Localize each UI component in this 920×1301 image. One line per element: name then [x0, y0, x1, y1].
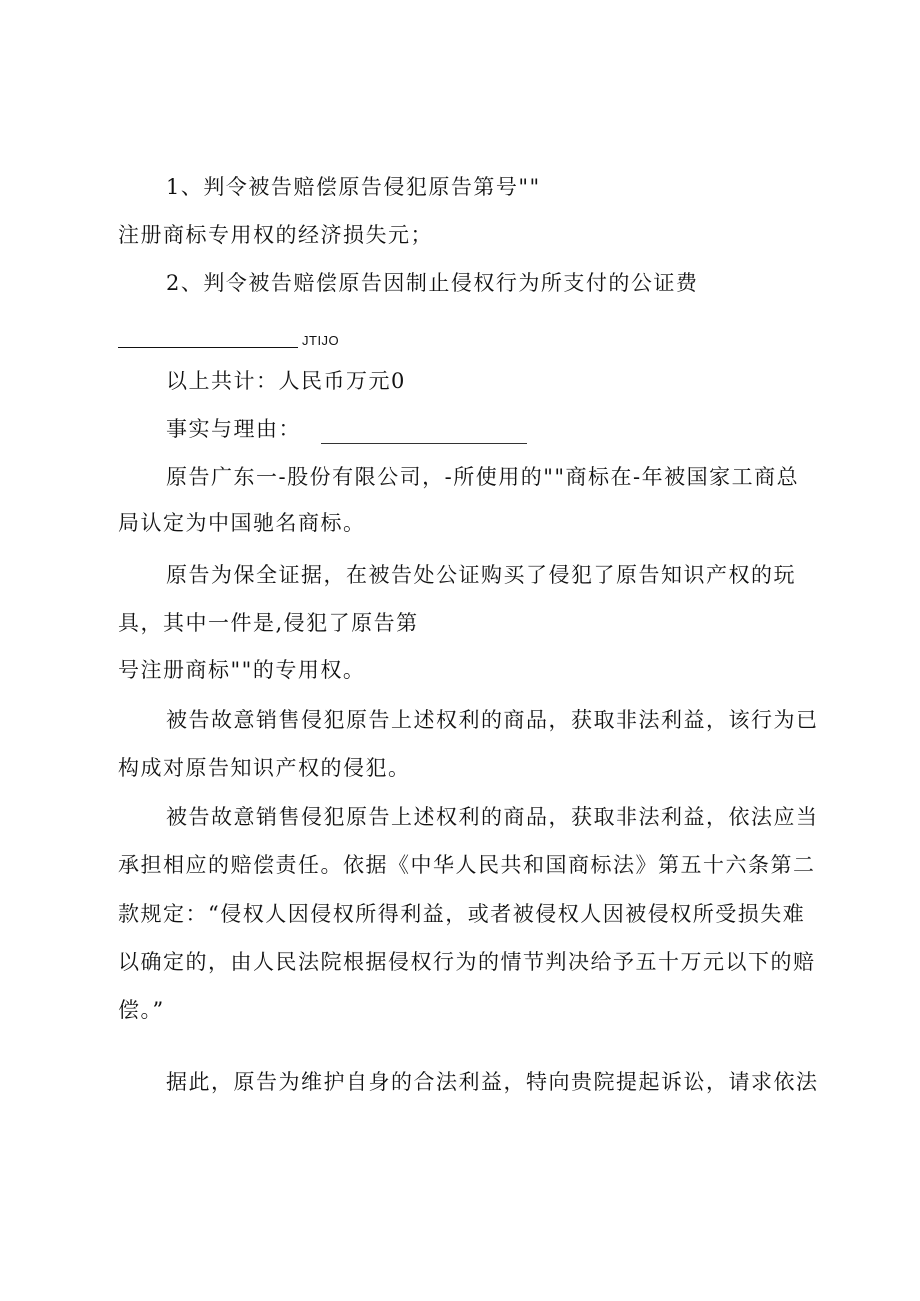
- claim-2-line: 2、判令被告赔偿原告因制止侵权行为所支付的公证费: [166, 271, 699, 295]
- paragraph-4-line-3: 款规定：“侵权人因侵权所得利益，或者被侵权人因被侵权所受损失难: [118, 902, 806, 926]
- fee-blank-rule: [118, 333, 298, 348]
- paragraph-5-line-1: 据此，原告为维护自身的合法利益，特向贵院提起诉讼，请求依法: [166, 1070, 819, 1094]
- facts-reasons-blank: [321, 421, 527, 444]
- paragraph-1-line-1: 原告广东一-股份有限公司，-所使用的""商标在-年被国家工商总: [166, 465, 800, 489]
- paragraph-4-line-2: 承担相应的赔偿责任。依据《中华人民共和国商标法》第五十六条第二: [118, 853, 816, 877]
- paragraph-3-line-2: 构成对原告知识产权的侵犯。: [118, 756, 411, 780]
- paragraph-2-line-2: 具，其中一件是,侵犯了原告第: [118, 611, 419, 635]
- facts-reasons-line: [166, 414, 846, 444]
- claim-1-line: 1、判令被告赔偿原告侵犯原告第号"": [166, 175, 541, 199]
- paragraph-2-line-1: 原告为保全证据，在被告处公证购买了侵犯了原告知识产权的玩: [166, 563, 796, 587]
- paragraph-4-line-1: 被告故意销售侵犯原告上述权利的商品，获取非法利益，依法应当: [166, 805, 819, 829]
- paragraph-3-line-1: 被告故意销售侵犯原告上述权利的商品，获取非法利益，该行为已: [166, 708, 819, 732]
- claim-1-continuation: 注册商标专用权的经济损失元；: [118, 223, 433, 247]
- facts-reasons-label: 事实与理由：: [166, 417, 301, 441]
- paragraph-1-line-2: 局认定为中国驰名商标。: [118, 511, 366, 535]
- fee-underline-row: [118, 333, 339, 348]
- paragraph-2-line-3: 号注册商标""的专用权。: [118, 658, 366, 682]
- paragraph-4-line-5: 偿。”: [118, 998, 165, 1022]
- paragraph-4-line-4: 以确定的，由人民法院根据侵权行为的情节判决给予五十万元以下的赔: [118, 950, 816, 974]
- total-line: 以上共计：人民币万元0: [166, 369, 406, 393]
- fee-label: JTIJO: [302, 333, 340, 348]
